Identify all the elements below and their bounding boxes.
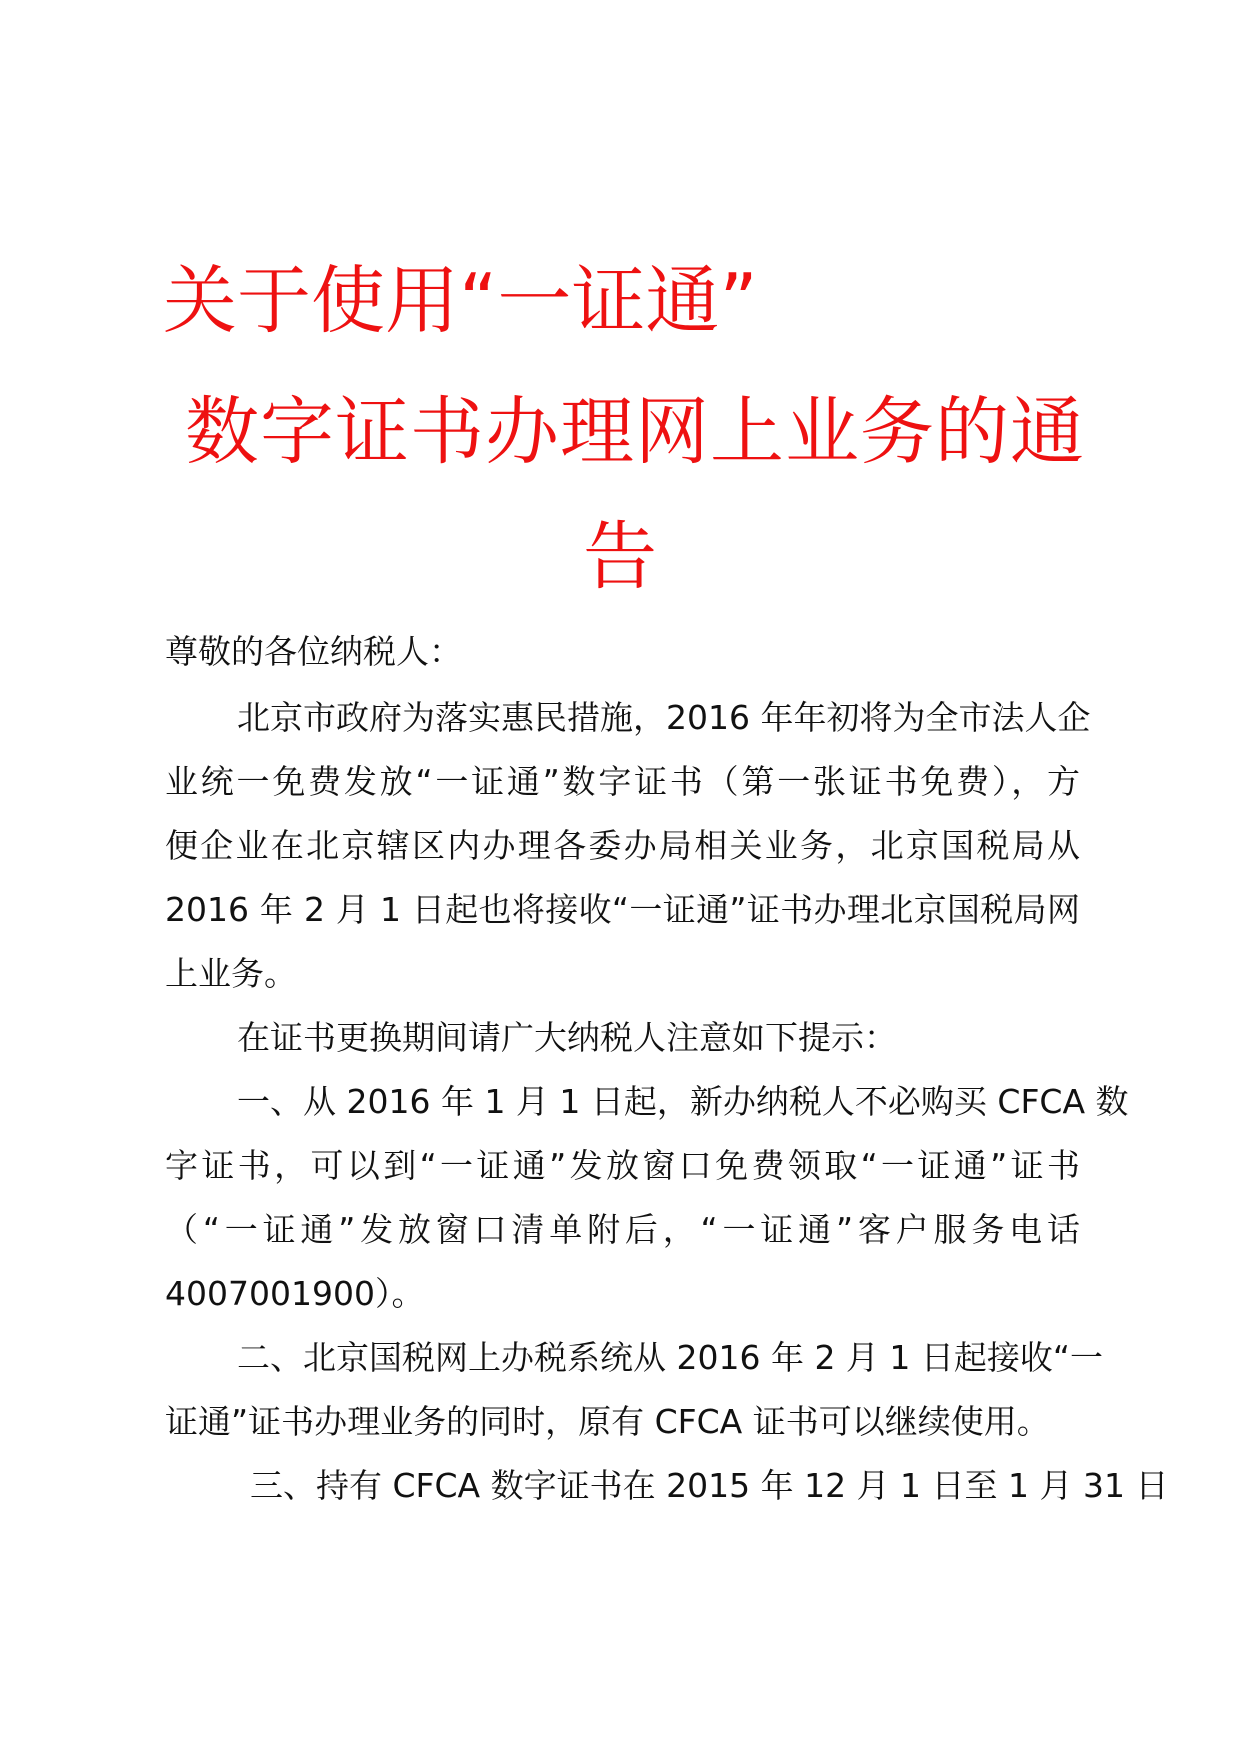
paragraph-1-line-5: 上业务。 (165, 954, 297, 993)
item-3-line-1: 三、持有 CFCA 数字证书在 2015 年 12 月 1 日至 1 月 31 日 (250, 1466, 1169, 1505)
item-2-line-1: 二、北京国税网上办税系统从 2016 年 2 月 1 日起接收“一 (237, 1338, 1104, 1377)
item-1-line-1: 一、从 2016 年 1 月 1 日起，新办纳税人不必购买 CFCA 数 (237, 1082, 1129, 1121)
document-title-line-2: 数字证书办理网上业务的通 (185, 389, 1085, 475)
document-title-line-1: 关于使用“一证通” (163, 258, 758, 344)
document-title-line-3: 告 (583, 514, 657, 600)
paragraph-1-line-2: 业统一免费发放“一证通”数字证书（第一张证书免费），方 (165, 762, 1080, 801)
paragraph-1-line-1: 北京市政府为落实惠民措施，2016 年年初将为全市法人企 (237, 698, 1091, 737)
item-1-line-2: 字证书，可以到“一证通”发放窗口免费领取“一证通”证书 (165, 1146, 1080, 1185)
item-1-line-3: （“一证通”发放窗口清单附后，“一证通”客户服务电话 (165, 1210, 1080, 1249)
item-2-line-2: 证通”证书办理业务的同时，原有 CFCA 证书可以继续使用。 (165, 1402, 1050, 1441)
salutation: 尊敬的各位纳税人： (165, 632, 462, 671)
item-1-line-4: 4007001900）。 (165, 1274, 425, 1313)
paragraph-1-line-3: 便企业在北京辖区内办理各委办局相关业务，北京国税局从 (165, 826, 1080, 865)
paragraph-2: 在证书更换期间请广大纳税人注意如下提示： (237, 1018, 897, 1057)
paragraph-1-line-4: 2016 年 2 月 1 日起也将接收“一证通”证书办理北京国税局网 (165, 890, 1080, 929)
